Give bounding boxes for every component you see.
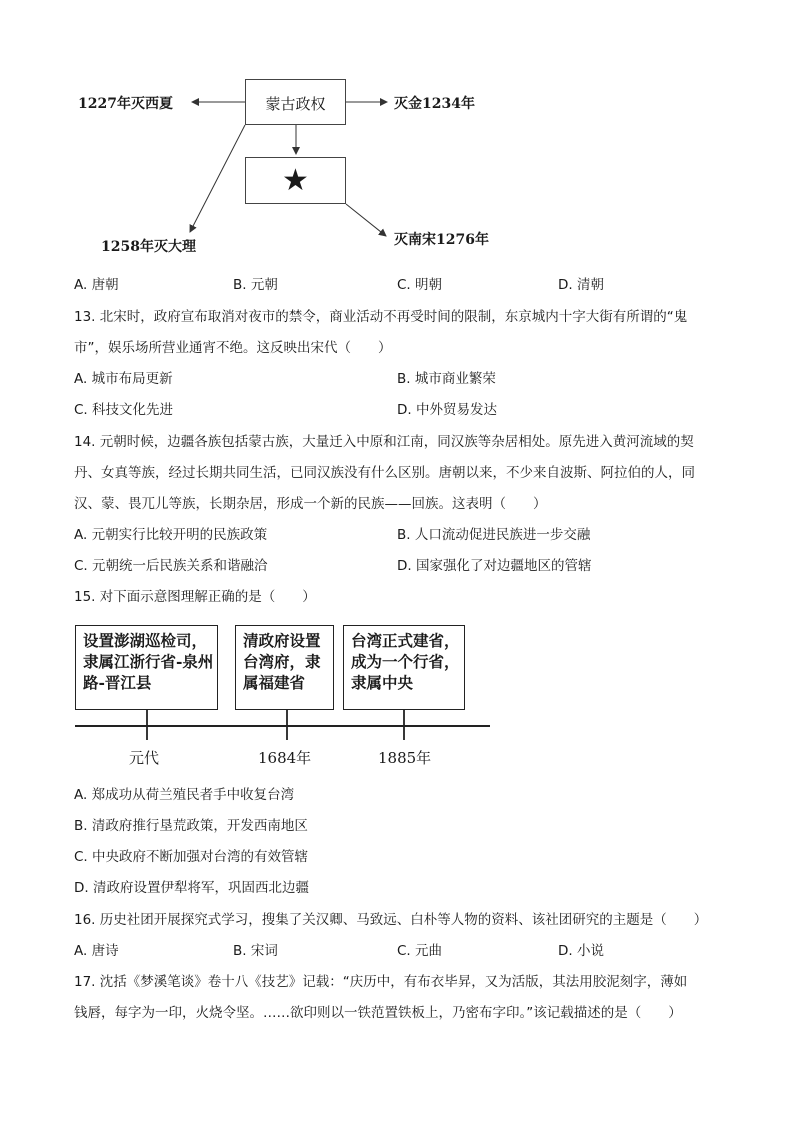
q16-option-c: C. 元曲 [397, 943, 443, 959]
q16-stem: 16. 历史社团开展探究式学习，搜集了关汉卿、马致远、白朴等人物的资料、该社团研究的主题是（ ） [74, 912, 708, 928]
q15-option-a: A. 郑成功从荷兰殖民者手中收复台湾 [74, 787, 295, 803]
q15-option-b: B. 清政府推行垦荒政策，开发西南地区 [74, 818, 308, 834]
q13-stem-line1: 13. 北宋时，政府宣布取消对夜市的禁令，商业活动不再受时间的限制，东京城内十字大街有所谓的“鬼 [74, 309, 688, 325]
q16-option-d: D. 小说 [558, 943, 604, 959]
q17-stem-line2: 钱唇，每字为一印，火烧令坚。……欲印则以一铁范置铁板上，乃密布字印。”该记载描述的是（ ） [74, 1005, 682, 1021]
jin-label: 灭金1234年 [394, 96, 475, 112]
q13-option-d: D. 中外贸易发达 [397, 402, 497, 418]
xixia-label: 1227年灭西夏 [78, 96, 173, 112]
timeline-box-1885: 台湾正式建省，成为一个行省，隶属中央 [343, 625, 465, 710]
q12-option-b: B. 元朝 [233, 277, 278, 293]
q14-stem-line3: 汉、蒙、畏兀儿等族，长期杂居，形成一个新的民族——回族。这表明（ ） [74, 496, 547, 512]
q13-option-c: C. 科技文化先进 [74, 402, 174, 418]
q13-option-a: A. 城市布局更新 [74, 371, 173, 387]
q15-option-c: C. 中央政府不断加强对台湾的有效管辖 [74, 849, 309, 865]
q17-stem-line1: 17. 沈括《梦溪笔谈》卷十八《技艺》记载：“庆历中，有布衣毕昇，又为活版，其法用胶泥刻字，薄如 [74, 974, 688, 990]
q16-option-a: A. 唐诗 [74, 943, 119, 959]
q12-option-d: D. 清朝 [558, 277, 604, 293]
timeline-label-1684: 1684年 [258, 749, 312, 767]
timeline-label-yuan: 元代 [129, 749, 160, 767]
q14-stem-line1: 14. 元朝时候，边疆各族包括蒙古族，大量迁入中原和江南，同汉族等杂居相处。原先进入黄河流域的契 [74, 434, 694, 450]
star-icon: ★ [282, 163, 309, 198]
q12-option-c: C. 明朝 [397, 277, 443, 293]
q12-option-a: A. 唐朝 [74, 277, 119, 293]
q14-option-b: B. 人口流动促进民族进一步交融 [397, 527, 591, 543]
timeline-box-yuan: 设置澎湖巡检司，隶属江浙行省-泉州路-晋江县 [75, 625, 218, 710]
mongol-regime-label: 蒙古政权 [265, 95, 326, 113]
dali-label: 1258年灭大理 [101, 239, 196, 255]
q14-option-a: A. 元朝实行比较开明的民族政策 [74, 527, 268, 543]
q13-option-b: B. 城市商业繁荣 [397, 371, 496, 387]
timeline-box-1684: 清政府设置台湾府，隶属福建省 [235, 625, 334, 710]
q15-stem: 15. 对下面示意图理解正确的是（ ） [74, 589, 316, 605]
q14-option-d: D. 国家强化了对边疆地区的管辖 [397, 558, 592, 574]
q16-option-b: B. 宋词 [233, 943, 278, 959]
q14-option-c: C. 元朝统一后民族关系和谐融洽 [74, 558, 268, 574]
timeline-label-1885: 1885年 [378, 749, 432, 767]
southern-song-label: 灭南宋1276年 [394, 232, 489, 248]
q13-stem-line2: 市”，娱乐场所营业通宵不绝。这反映出宋代（ ） [74, 340, 392, 356]
q15-option-d: D. 清政府设置伊犁将军，巩固西北边疆 [74, 880, 309, 896]
q14-stem-line2: 丹、女真等族，经过长期共同生活，已同汉族没有什么区别。唐朝以来，不少来自波斯、阿拉伯的人，同 [74, 465, 695, 481]
